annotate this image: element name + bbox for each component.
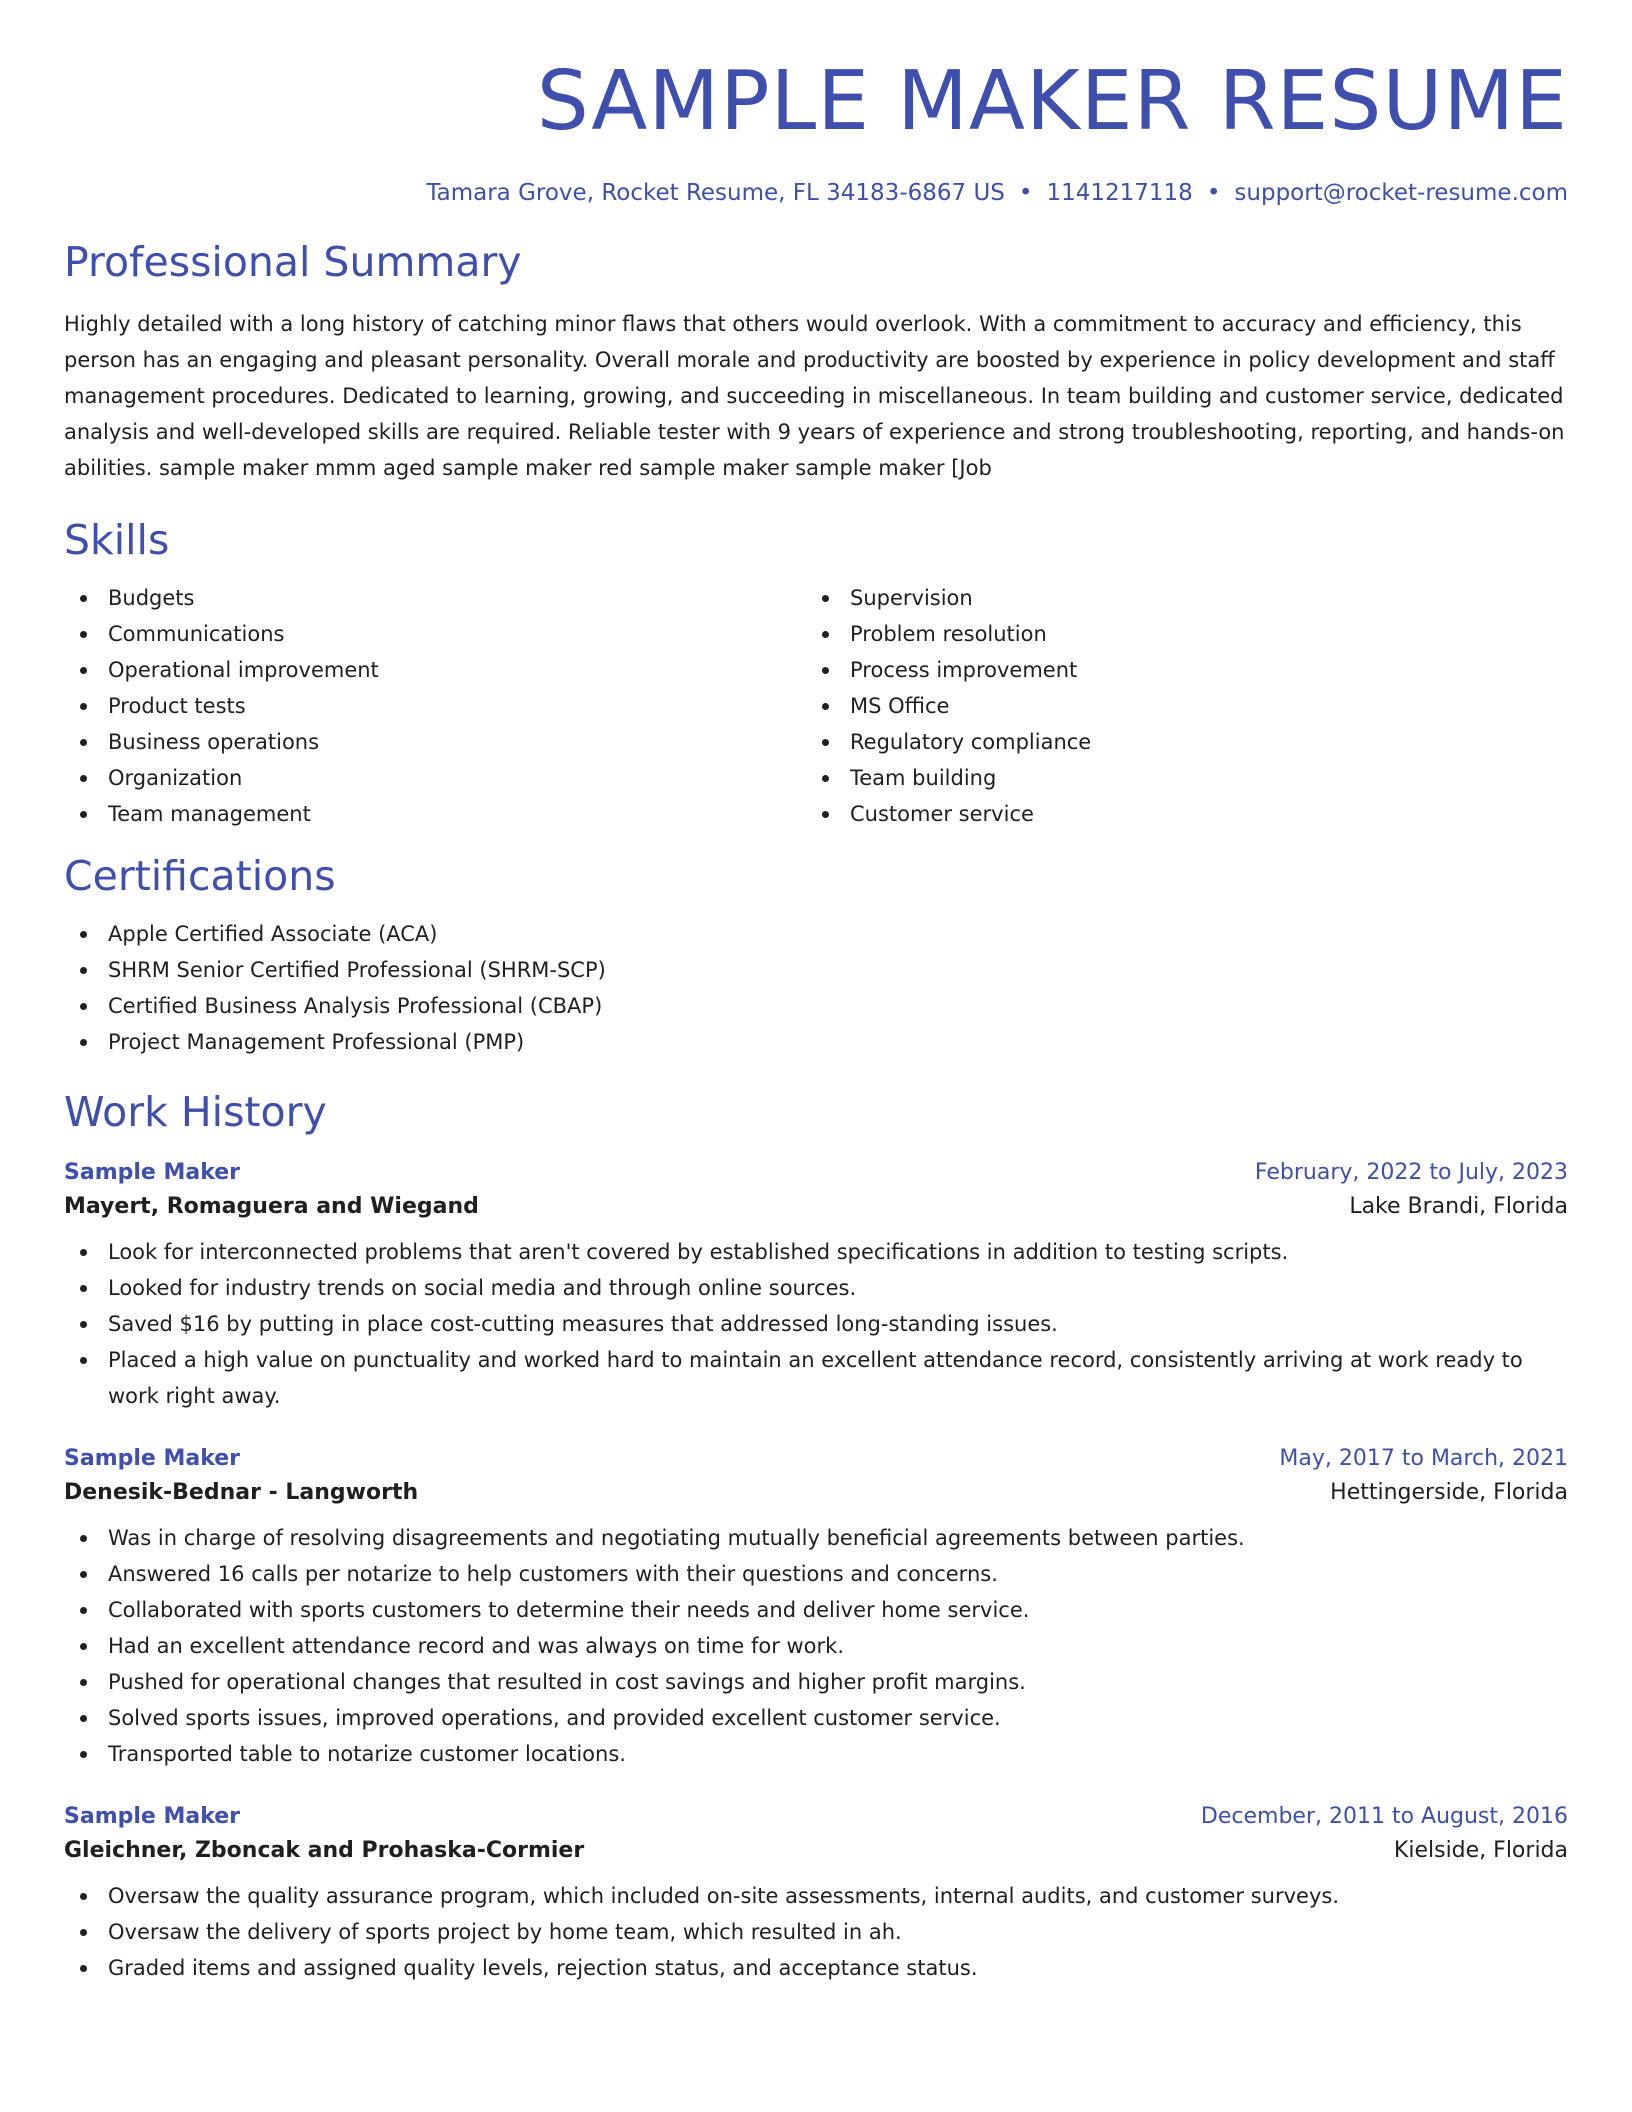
job-title: Sample Maker: [64, 1804, 241, 1829]
contact-address: Tamara Grove, Rocket Resume, FL 34183-6867 US: [426, 180, 1005, 206]
job-company-row: [64, 1834, 1568, 1868]
job-company-row: [64, 1476, 1568, 1510]
skills-list-left: [64, 580, 806, 832]
resume-name: SAMPLE MAKER RESUME: [536, 54, 1568, 149]
certifications-list: [64, 916, 1568, 1060]
job-bullet: Collaborated with sports customers to determine their needs and deliver home service.: [64, 1592, 1568, 1628]
job-bullet: Oversaw the delivery of sports project by home team, which resulted in ah.: [64, 1914, 1568, 1950]
job-bullet: Had an excellent attendance record and was always on time for work.: [64, 1628, 1568, 1664]
work-history-section: [64, 1086, 1568, 1986]
job-bullets: [64, 1234, 1568, 1414]
job-entry: [64, 1800, 1568, 1986]
skill-item: MS Office: [806, 688, 1548, 724]
job-company-row: [64, 1190, 1568, 1224]
contact-separator: •: [1018, 180, 1033, 206]
job-bullets: [64, 1520, 1568, 1772]
skills-section: [64, 514, 1568, 832]
job-location: Kielside, Florida: [1393, 1838, 1568, 1863]
summary-text: Highly detailed with a long history of catching minor flaws that others would overlook. With a commitment to accuracy and efficiency, this person has an engaging and pleasant personality. Overall morale and productivity are boosted by experience in policy development and staff management procedures. Dedicated to learning, growing, and succeeding in miscellaneous. In team building and customer service, dedicated analysis and well-developed skills are required. Reliable tester with 9 years of experience and strong troubleshooting, reporting, and hands-on abilities. sample maker mmm aged sample maker red sample maker sample maker [Job: [64, 312, 1565, 480]
job-bullet: Was in charge of resolving disagreements and negotiating mutually beneficial agreements between parties.: [64, 1520, 1568, 1556]
job-entry: [64, 1156, 1568, 1414]
job-title: Sample Maker: [64, 1160, 241, 1185]
job-title-row: [64, 1800, 1568, 1834]
job-bullet: Pushed for operational changes that resulted in cost savings and higher profit margins.: [64, 1664, 1568, 1700]
job-company: Denesik-Bednar - Langworth: [64, 1480, 419, 1505]
skill-item: Organization: [64, 760, 806, 796]
contact-line: [64, 178, 1568, 208]
job-bullet: Look for interconnected problems that aren't covered by established specifications in addition to testing scripts.: [64, 1234, 1568, 1270]
certification-item: Project Management Professional (PMP): [64, 1024, 1568, 1060]
summary-heading: Professional Summary: [64, 238, 522, 286]
job-location: Lake Brandi, Florida: [1349, 1194, 1568, 1219]
job-bullet: Answered 16 calls per notarize to help customers with their questions and concerns.: [64, 1556, 1568, 1592]
job-dates: May, 2017 to March, 2021: [1279, 1446, 1568, 1471]
skills-list-right: [806, 580, 1548, 832]
contact-phone: 1141217118: [1046, 180, 1193, 206]
skill-item: Operational improvement: [64, 652, 806, 688]
skill-item: Budgets: [64, 580, 806, 616]
job-bullet: Saved $16 by putting in place cost-cutting measures that addressed long-standing issues.: [64, 1306, 1568, 1342]
job-bullet: Looked for industry trends on social media and through online sources.: [64, 1270, 1568, 1306]
job-title: Sample Maker: [64, 1446, 241, 1471]
contact-separator: •: [1206, 180, 1221, 206]
skill-item: Business operations: [64, 724, 806, 760]
skill-item: Problem resolution: [806, 616, 1548, 652]
certification-item: SHRM Senior Certified Professional (SHRM-SCP): [64, 952, 1568, 988]
skill-item: Communications: [64, 616, 806, 652]
resume-page: [64, 0, 1568, 1986]
job-dates: December, 2011 to August, 2016: [1200, 1804, 1568, 1829]
work-history-heading: Work History: [64, 1088, 327, 1136]
certifications-section: [64, 850, 1568, 1060]
job-bullet: Oversaw the quality assurance program, which included on-site assessments, internal audits, and customer surveys.: [64, 1878, 1568, 1914]
job-location: Hettingerside, Florida: [1330, 1480, 1568, 1505]
certification-item: Certified Business Analysis Professional (CBAP): [64, 988, 1568, 1024]
job-dates: February, 2022 to July, 2023: [1254, 1160, 1568, 1185]
job-company: Mayert, Romaguera and Wiegand: [64, 1194, 479, 1219]
skill-item: Product tests: [64, 688, 806, 724]
job-title-row: [64, 1156, 1568, 1190]
skill-item: Process improvement: [806, 652, 1548, 688]
skills-grid: [64, 580, 1568, 832]
contact-email[interactable]: support@rocket-resume.com: [1234, 180, 1568, 206]
job-bullet: Placed a high value on punctuality and worked hard to maintain an excellent attendance record, consistently arriving at work ready to work right away.: [64, 1342, 1568, 1414]
skills-heading: Skills: [64, 516, 170, 564]
skill-item: Team building: [806, 760, 1548, 796]
job-bullet: Graded items and assigned quality levels, rejection status, and acceptance status.: [64, 1950, 1568, 1986]
skill-item: Regulatory compliance: [806, 724, 1548, 760]
certifications-heading: Certifications: [64, 852, 336, 900]
skill-item: Team management: [64, 796, 806, 832]
job-bullet: Transported table to notarize customer locations.: [64, 1736, 1568, 1772]
job-entry: [64, 1442, 1568, 1772]
job-title-row: [64, 1442, 1568, 1476]
skill-item: Customer service: [806, 796, 1548, 832]
certification-item: Apple Certified Associate (ACA): [64, 916, 1568, 952]
skill-item: Supervision: [806, 580, 1548, 616]
job-company: Gleichner, Zboncak and Prohaska-Cormier: [64, 1838, 585, 1863]
job-bullets: [64, 1878, 1568, 1986]
summary-section: [64, 236, 1568, 486]
job-bullet: Solved sports issues, improved operations, and provided excellent customer service.: [64, 1700, 1568, 1736]
